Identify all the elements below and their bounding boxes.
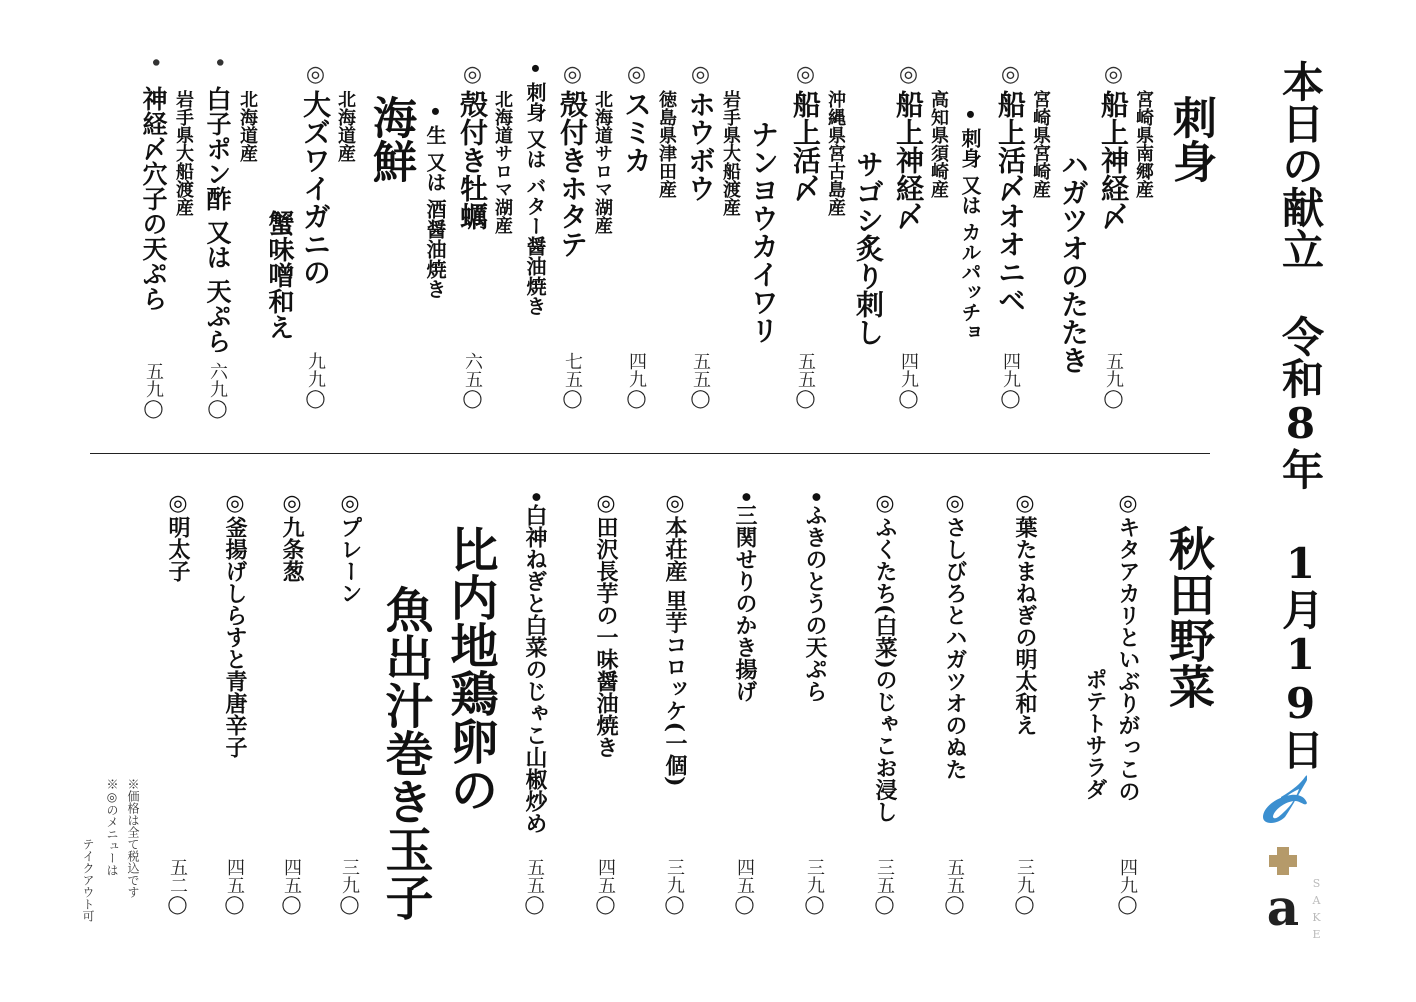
item-origin: 岩手県大船渡産 — [173, 90, 194, 216]
item-origin: 北海道サロマ湖産 — [592, 90, 613, 234]
item-price: 四九◯ — [898, 352, 919, 409]
item-name: ◎さしびろとハガツオのぬた — [942, 490, 968, 780]
item-name: 神経〆穴子の天ぷら — [139, 86, 168, 311]
item-price: 四五◯ — [281, 858, 302, 915]
double-circle-mark: ◎ — [793, 62, 818, 87]
item-name: 大ズワイガニの — [299, 90, 332, 286]
item-price: 九九◯ — [305, 352, 326, 409]
item-price: 五九◯ — [143, 362, 164, 419]
item-option: • 生 又は 酒醤油焼き — [423, 105, 447, 299]
item-price: 五五◯ — [690, 352, 711, 409]
section-heading-seafood: 海鮮 — [365, 95, 416, 183]
item-option: • 刺身 又は バター醤油焼き — [523, 62, 547, 316]
item-price: 三九◯ — [339, 858, 360, 915]
item-name: ◎釜揚げしらすと青唐辛子 — [222, 490, 248, 758]
item-price: 六五◯ — [462, 352, 483, 409]
item-name-line2: ハガツオのたたき — [1057, 150, 1090, 374]
item-name: ◎田沢長芋の一味醤油焼き — [593, 490, 619, 758]
item-price: 六九◯ — [207, 362, 228, 419]
item-name: 船上活〆オオニベ — [994, 90, 1027, 314]
item-name: ホウボウ — [684, 90, 717, 202]
double-circle-mark: ◎ — [303, 62, 328, 87]
item-price: 四五◯ — [595, 858, 616, 915]
svg-text:a: a — [1266, 878, 1300, 937]
double-circle-mark: ◎ — [998, 62, 1023, 87]
item-name: ◎プレーン — [337, 490, 363, 604]
section-heading-sashimi: 刺身 — [1165, 95, 1216, 183]
item-price: 五五◯ — [795, 352, 816, 409]
item-name: 船上活〆 — [789, 90, 822, 202]
double-circle-mark: ◎ — [896, 62, 921, 87]
item-name: スミカ — [620, 90, 653, 174]
bullet-mark: • — [206, 56, 231, 69]
item-origin: 徳島県津田産 — [656, 90, 677, 198]
item-origin: 北海道産 — [335, 90, 356, 162]
item-name: 殻付きホタテ — [556, 90, 589, 258]
item-name-line2: ポテトサラダ — [1082, 668, 1108, 800]
item-origin: 宮崎県南郷産 — [1133, 90, 1154, 198]
item-origin: 岩手県大船渡産 — [720, 90, 741, 216]
section-divider — [90, 453, 1210, 454]
section-heading-tamago-line1: 比内地鶏卵の — [442, 525, 498, 813]
bullet-mark: • — [142, 56, 167, 69]
item-price: 四五◯ — [224, 858, 245, 915]
item-name: 白子ポン酢 又は 天ぷら — [203, 86, 232, 354]
item-origin: 北海道サロマ湖産 — [492, 90, 513, 234]
item-price: 五九◯ — [1103, 352, 1124, 409]
item-price: 三九◯ — [804, 858, 825, 915]
item-price: 四五◯ — [734, 858, 755, 915]
item-name: •ふきのとうの天ぷら — [802, 490, 828, 703]
double-circle-mark: ◎ — [688, 62, 713, 87]
item-option: • 刺身 又は カルパッチョ — [958, 108, 982, 342]
double-circle-mark: ◎ — [560, 62, 585, 87]
note-takeout-2: テイクアウト可 — [81, 838, 95, 922]
item-origin: 北海道産 — [237, 90, 258, 162]
double-circle-mark: ◎ — [624, 62, 649, 87]
item-price: 三五◯ — [874, 858, 895, 915]
item-name: ◎ふくたち(白菜)のじゃこお浸し — [872, 490, 898, 823]
item-price: 五五◯ — [944, 858, 965, 915]
note-tax-included: ※価格は全て税込です — [126, 778, 140, 898]
item-price: 五五◯ — [524, 858, 545, 915]
item-name: •白神ねぎと白菜のじゃこ山椒炒め — [522, 490, 548, 835]
item-name: ◎九条葱 — [279, 490, 305, 582]
section-heading-akita-vegetables: 秋田野菜 — [1162, 525, 1216, 709]
item-name-line2: ナンヨウカイワリ — [747, 120, 780, 344]
item-name: ◎キタアカリといぶりがっこの — [1115, 490, 1141, 802]
logo-mi-icon — [1255, 765, 1307, 940]
item-name: 殻付き牡蠣 — [456, 90, 489, 230]
item-name: ◎明太子 — [165, 490, 191, 582]
item-name: ◎葉たまねぎの明太和え — [1012, 490, 1038, 736]
item-price: 三九◯ — [1014, 858, 1035, 915]
item-name: 船上神経〆 — [892, 90, 925, 230]
item-price: 四九◯ — [1000, 352, 1021, 409]
menu-title: 本日の献立 — [1276, 60, 1325, 270]
item-price: 四九◯ — [626, 352, 647, 409]
item-name-line2: サゴシ炙り刺し — [852, 150, 885, 346]
item-origin: 高知県須崎産 — [928, 90, 949, 198]
restaurant-logo — [1255, 765, 1325, 945]
section-heading-tamago-line2: 魚出汁巻き玉子 — [377, 585, 433, 921]
note-takeout: ※◎のメニューは — [105, 778, 119, 876]
item-name: ◎本荘産 里芋コロッケ(一個) — [662, 490, 688, 787]
double-circle-mark: ◎ — [460, 62, 485, 87]
logo-sake-text: SAKE — [1310, 877, 1323, 945]
item-price: 三九◯ — [664, 858, 685, 915]
menu-date: 令和8年 1月19日 — [1276, 315, 1325, 770]
item-name-line2: 蟹味噌和え — [264, 210, 294, 340]
item-origin: 沖縄県宮古島産 — [825, 90, 846, 216]
double-circle-mark: ◎ — [1101, 62, 1126, 87]
item-price: 五二◯ — [167, 858, 188, 915]
item-name: 船上神経〆 — [1097, 90, 1130, 230]
item-price: 四九◯ — [1117, 858, 1138, 915]
item-name: •三関せりのかき揚げ — [732, 490, 758, 703]
item-price: 七五◯ — [562, 352, 583, 409]
item-origin: 宮崎県宮崎産 — [1030, 90, 1051, 198]
